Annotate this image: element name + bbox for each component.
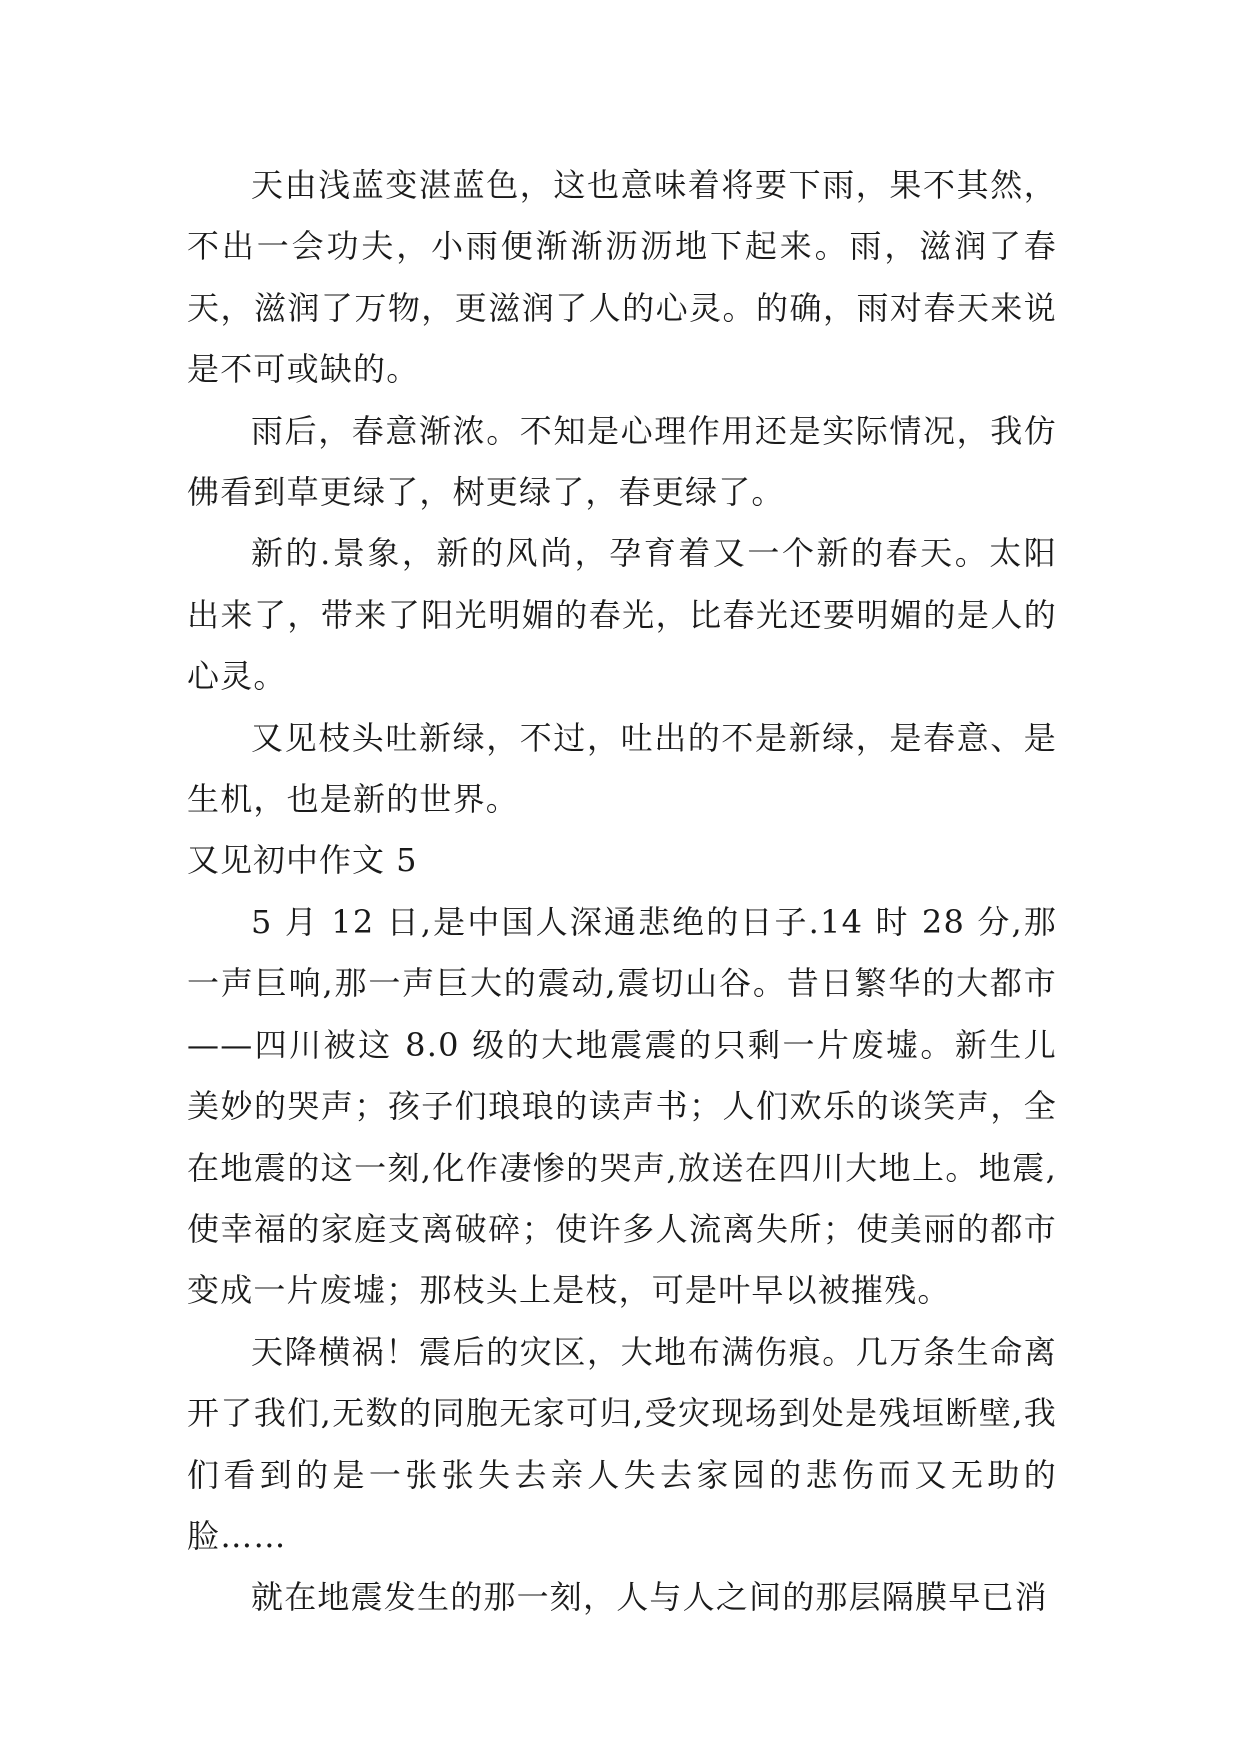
document-body — [187, 155, 1057, 1629]
paragraph-after-rain: 雨后，春意渐浓。不知是心理作用还是实际情况，我仿佛看到草更绿了，树更绿了，春更绿了。 — [187, 411, 1057, 512]
paragraph-rain: 天由浅蓝变湛蓝色，这也意味着将要下雨，果不其然，不出一会功夫，小雨便渐渐沥沥地下起来。雨，滋润了春天，滋润了万物，更滋润了人的心灵。的确，雨对春天来说是不可或缺的。 — [187, 166, 1057, 389]
paragraph-disaster: 天降横祸！震后的灾区，大地布满伤痕。几万条生命离开了我们,无数的同胞无家可归,受灾现场到处是残垣断壁,我们看到的是一张张失去亲人失去家园的悲伤而又无助的脸…… — [187, 1332, 1057, 1555]
paragraph-new-green: 又见枝头吐新绿，不过，吐出的不是新绿，是春意、是生机，也是新的世界。 — [187, 718, 1057, 819]
paragraph-moment: 就在地震发生的那一刻，人与人之间的那层隔膜早已消 — [251, 1578, 1048, 1617]
essay-heading: 又见初中作文 5 — [187, 841, 418, 880]
paragraph-new-scene: 新的.景象，新的风尚，孕育着又一个新的春天。太阳出来了，带来了阳光明媚的春光，比春光还要明媚的是人的心灵。 — [187, 534, 1057, 696]
paragraph-earthquake: 5 月 12 日,是中国人深通悲绝的日子.14 时 28 分,那一声巨响,那一声巨大的震动,震切山谷。昔日繁华的大都市——四川被这 8.0 级的大地震震的只剩一片废墟。新生儿美妙的哭声；孩子们琅琅的读声书；人们欢乐的谈笑声，全在地震的这一刻,化作凄惨的哭声,放送在四川大地上。地震,使幸福的家庭支离破碎；使许多人流离失所；使美丽的都市变成一片废墟；那枝头上是枝，可是叶早以被摧残。 — [187, 902, 1057, 1310]
